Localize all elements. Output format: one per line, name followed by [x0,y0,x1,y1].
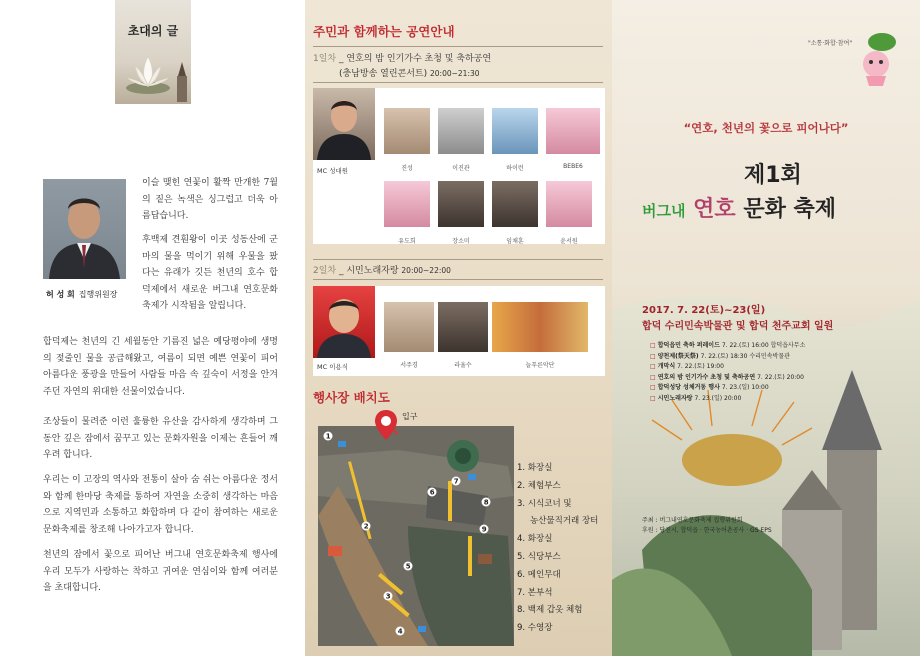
performer-name: 하이런 [506,165,524,172]
performer-name: 진성 [401,165,413,172]
day2-time: 20:00~22:00 [401,266,451,275]
greeting-paragraph: 후백제 견훤왕이 이곳 성동산에 군마의 물을 먹이기 위해 우물을 팠다는 유래가 깃든 천년의 호수 합덕제에서 새로운 버그내 연호문화축제가 시작됨을 알립니다. [142,235,278,311]
festival-venue: 합덕 수리민속박물관 및 합덕 천주교회 일원 [642,321,834,332]
performer-name: 늘푸른악단 [525,362,555,369]
schedule-item: □ 개막식 7. 22.(토) 19:00 [650,363,724,371]
map-marker-2: 2 [363,522,369,531]
performer-photo [438,181,484,227]
chairman-caption [46,289,117,300]
venue-map [318,426,514,646]
mascot-icon [856,30,898,88]
legend-item: 농산물직거래 장터 [530,516,599,527]
map-section-title: 행사장 배치도 [313,390,390,405]
divider [313,259,603,260]
legend-item: 5. 식당부스 [517,551,561,562]
schedule-item: □ 시민노래자랑 7. 23.(일) 20:00 [650,394,742,402]
performer-name: 윤서원 [560,238,578,245]
greeting-paragraph: 조상들이 물려준 이런 훌륭한 유산을 감사하게 생각하며 그동안 깊은 잠에서 꿈꾸고 있는 문화자원을 이제는 흔들어 깨우려 합니다. [43,417,278,460]
sponsor-line: 후원 : 당진시, 합덕읍 · 한국농어촌공사 · GS EPS [642,527,772,534]
map-marker-7: 7 [453,477,459,486]
legend-item: 4. 화장실 [517,534,553,545]
performer-name: 장소미 [452,238,470,245]
map-marker-1: 1 [325,432,331,441]
location-pin-icon [375,410,397,440]
divider [313,82,603,83]
day1-subheading [339,66,480,79]
festival-motto: "소통·화합·참여" [808,40,853,47]
legend-item: 8. 백제 갑옷 체험 [517,605,583,616]
chairman-role: 집행위원장 [78,290,118,299]
performance-section-title: 주민과 함께하는 공연안내 [313,24,455,39]
organizer-line: 주최 : 버그내연호문화축제 집행위원회 [642,517,743,524]
festival-edition: 제1회 [744,163,802,188]
festival-date: 2017. 7. 22(토)~23(일) [642,305,766,316]
schedule-item: □ 합덕읍민 축하 퍼레이드 7. 22.(토) 16:00 합덕읍사무소 [650,342,806,349]
greeting-paragraph: 천년의 잠에서 꽃으로 피어난 버그내 연호문화축제 행사에 우리 모두가 사랑하는 착하고 귀여운 연심이와 함께 여러분을 초대합니다. [43,550,278,593]
day2-day: 2일차 [313,266,337,276]
performer-photo [384,181,430,227]
performer-name: 서주경 [400,362,418,369]
map-marker-5: 5 [405,562,411,571]
legend-item: 7. 본부석 [517,587,553,598]
person-photo-icon [313,88,375,160]
performer-photo [492,181,538,227]
performer-photo [384,302,434,352]
performer-photo [438,302,488,352]
left-panel [0,0,305,656]
map-legend [517,460,598,638]
title-lotus: 연호 [693,197,736,222]
map-marker-8: 8 [483,498,489,507]
divider [313,279,603,280]
map-marker-3: 3 [385,592,391,601]
lotus-flower-icon [123,48,173,98]
performer-photo [438,108,484,154]
day1-line2: (충남방송 열린콘서트) [339,69,428,79]
entrance-label: 입구 [402,412,418,421]
aerial-map-image [318,426,514,646]
legend-item: 2. 체험부스 [517,480,561,491]
mc-photo [313,88,375,160]
day1-day: 1일차 [313,54,337,64]
greeting-title: 초대의 글 [127,24,179,38]
performer-name: BEBE6 [563,163,583,170]
map-marker-6: 6 [429,488,435,497]
day1-mc: MC 성대원 [317,167,349,175]
band-photo [492,302,588,352]
day1-line1: 연호의 밤 인기가수 초청 및 축하공연 [346,54,492,64]
right-panel [612,0,920,656]
performer-name: 임채훈 [506,238,524,245]
performer-photo [546,108,600,154]
chairman-portrait [43,179,126,279]
legend-item: 9. 수영장 [517,623,553,634]
performer-name: 유도희 [398,238,416,245]
title-prefix: 버그내 [642,202,686,220]
title-suffix: 문화 축제 [743,197,837,222]
mc-photo [313,286,375,358]
day1-time: 20:00~21:30 [430,69,480,78]
performer-photo [384,108,430,154]
day1-heading: 1일차 _ 연호의 밤 인기가수 초청 및 축하공연 [313,54,492,64]
chairman-name: 허 성 회 [46,290,75,299]
performer-photo [492,108,538,154]
performer-name: 이진관 [452,165,470,172]
legend-item: 3. 시식코너 및 [517,498,572,509]
church-icon [173,62,191,102]
greeting-paragraph: 우리는 이 고장의 역사와 전통이 살아 숨 쉬는 아름다운 정서와 함께 한마당 축제를 통하여 자연을 소중히 생각하는 마음으로 지역민과 소통하고 화합하며 다 같이 참여하는 새로운 문화축제를 창조해 나아가고자 합니다. [43,475,278,535]
performer-name: 라율수 [454,362,472,369]
map-marker-9: 9 [481,525,487,534]
day2-heading: 2일차 _ 시민노래자랑 20:00~22:00 [313,266,451,276]
festival-title [642,192,836,223]
map-marker-4: 4 [397,627,403,636]
greeting-paragraph: 이슬 맺힌 연꽃이 활짝 만개한 7월의 짙은 녹색은 싱그럽고 더욱 아름답습니다. [142,178,278,221]
schedule-list [650,341,805,405]
schedule-item: □ 합덕성당 성체거동 행사 7. 23.(일) 10:00 [650,384,769,392]
legend-item: 6. 메인무대 [517,569,561,580]
sponsor-block [642,516,772,536]
person-photo-icon [43,179,126,279]
day2-line1: 시민노래자랑 [346,266,399,276]
performer-photo [546,181,592,227]
greeting-paragraph: 합덕제는 천년의 긴 세월동안 기름진 넓은 예당평야에 생명의 젖줄인 물을 공급해왔고, 여름이 되면 예쁜 연꽃이 피어 아름다운 풍광을 만들어 사람들 마음 속 깊숙이 서정을 안겨주던 자연의 위대한 선물이었습니다. [43,337,278,397]
schedule-item: □ 양천제(祭天祭) 7. 22.(토) 18:30 수리민속박물관 [650,352,790,360]
day2-mc: MC 이용식 [317,363,349,371]
greeting-header-box [115,0,191,104]
person-photo-icon [313,286,375,358]
festival-slogan: “연호, 천년의 꽃으로 피어나다” [683,121,849,135]
divider [313,46,603,47]
schedule-item: □ 연호의 밤 인기가수 초청 및 축하공연 7. 22.(토) 20:00 [650,373,804,381]
legend-item: 1. 화장실 [517,463,553,473]
